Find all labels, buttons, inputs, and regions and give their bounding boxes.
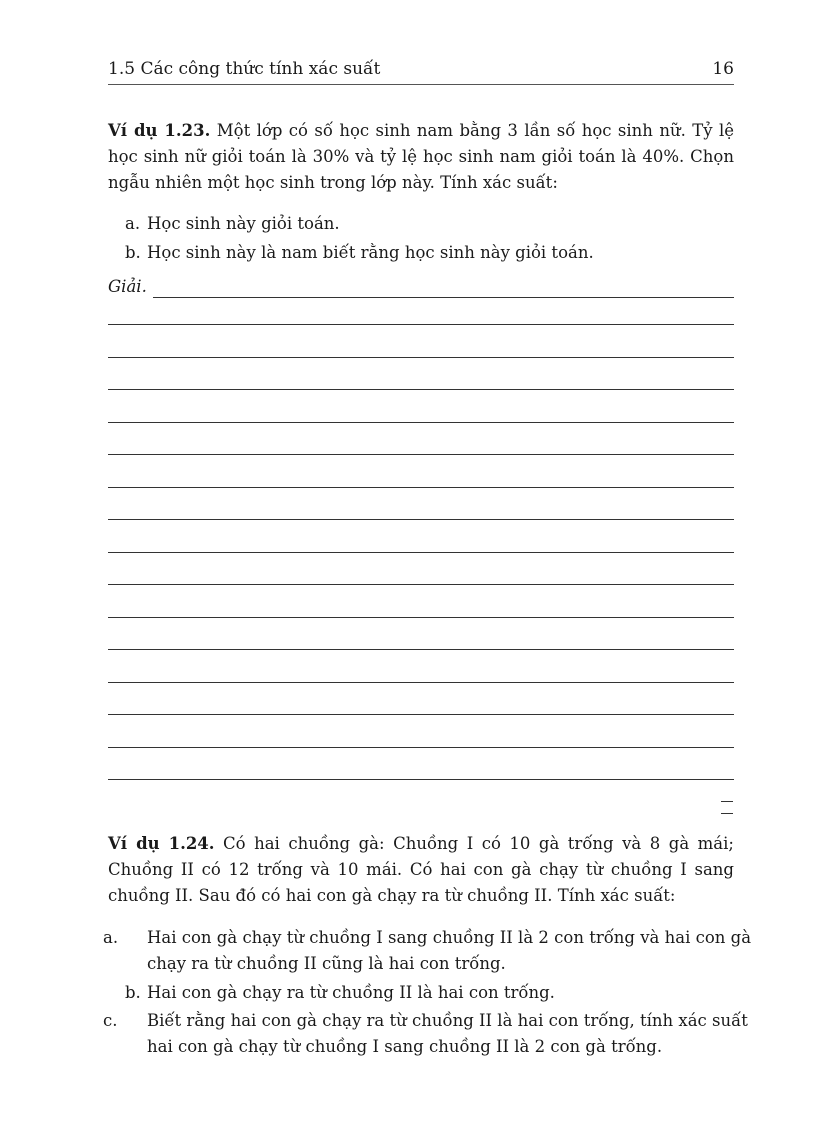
running-header: [108, 58, 734, 85]
writing-line: [108, 747, 734, 748]
writing-line: [108, 649, 734, 650]
item-text: Biết rằng hai con gà chạy ra từ chuồng II là hai con trống, tính xác suất hai con gà chạy từ chuồng I sang chuồng II là 2 con gà trống.: [147, 1011, 748, 1056]
writing-line: [108, 714, 734, 715]
example-label: Ví dụ 1.23.: [108, 121, 211, 140]
item-text: Hai con gà chạy ra từ chuồng II là hai con trống.: [147, 983, 555, 1002]
example-1-24-statement: [108, 831, 734, 909]
item-text: Học sinh này giỏi toán.: [147, 214, 340, 233]
item-text: Hai con gà chạy từ chuồng I sang chuồng II là 2 con trống và hai con gà chạy ra từ chuồng II cũng là hai con trống.: [147, 928, 752, 973]
qed-mark-top: [721, 801, 733, 802]
example-text: Một lớp có số học sinh nam bằng 3 lần số học sinh nữ. Tỷ lệ học sinh nữ giỏi toán là 30% và tỷ lệ học sinh nam giỏi toán là 40%. Chọn ngẫu nhiên một học sinh trong lớp này. Tính xác suất:: [108, 121, 734, 192]
example-text: Có hai chuồng gà: Chuồng I có 10 gà trống và 8 gà mái; Chuồng II có 12 trống và 10 mái. Có hai con gà chạy từ chuồng I sang chuồng II. Sau đó có hai con gà chạy ra từ chuồng II. Tính xác suất:: [108, 834, 734, 905]
item-label: a.: [103, 928, 119, 947]
list-item: [125, 980, 735, 1006]
writing-line: [108, 324, 734, 325]
example-label: Ví dụ 1.24.: [108, 834, 215, 853]
writing-line: [108, 487, 734, 488]
item-label: b.: [125, 983, 141, 1002]
list-item: [103, 925, 757, 977]
example-1-23-statement: [108, 118, 734, 196]
list-item: [125, 240, 735, 266]
item-label: c.: [103, 1011, 118, 1030]
page-number: 16: [712, 59, 734, 79]
writing-line: [153, 281, 734, 298]
solution-label: Giải.: [108, 277, 147, 296]
qed-mark-bottom: [721, 813, 733, 814]
section-title: 1.5 Các công thức tính xác suất: [108, 59, 381, 79]
item-label: b.: [125, 243, 141, 262]
writing-line: [108, 422, 734, 423]
writing-line: [108, 357, 734, 358]
list-item: [103, 1008, 757, 1060]
list-item: [125, 211, 735, 237]
writing-line: [108, 552, 734, 553]
writing-line: [108, 454, 734, 455]
writing-line: [108, 389, 734, 390]
writing-line: [108, 519, 734, 520]
item-text: Học sinh này là nam biết rằng học sinh này giỏi toán.: [147, 243, 594, 262]
writing-line: [108, 779, 734, 780]
solution-line: [108, 276, 734, 298]
writing-line: [108, 682, 734, 683]
writing-line: [108, 617, 734, 618]
writing-line: [108, 584, 734, 585]
item-label: a.: [125, 214, 141, 233]
